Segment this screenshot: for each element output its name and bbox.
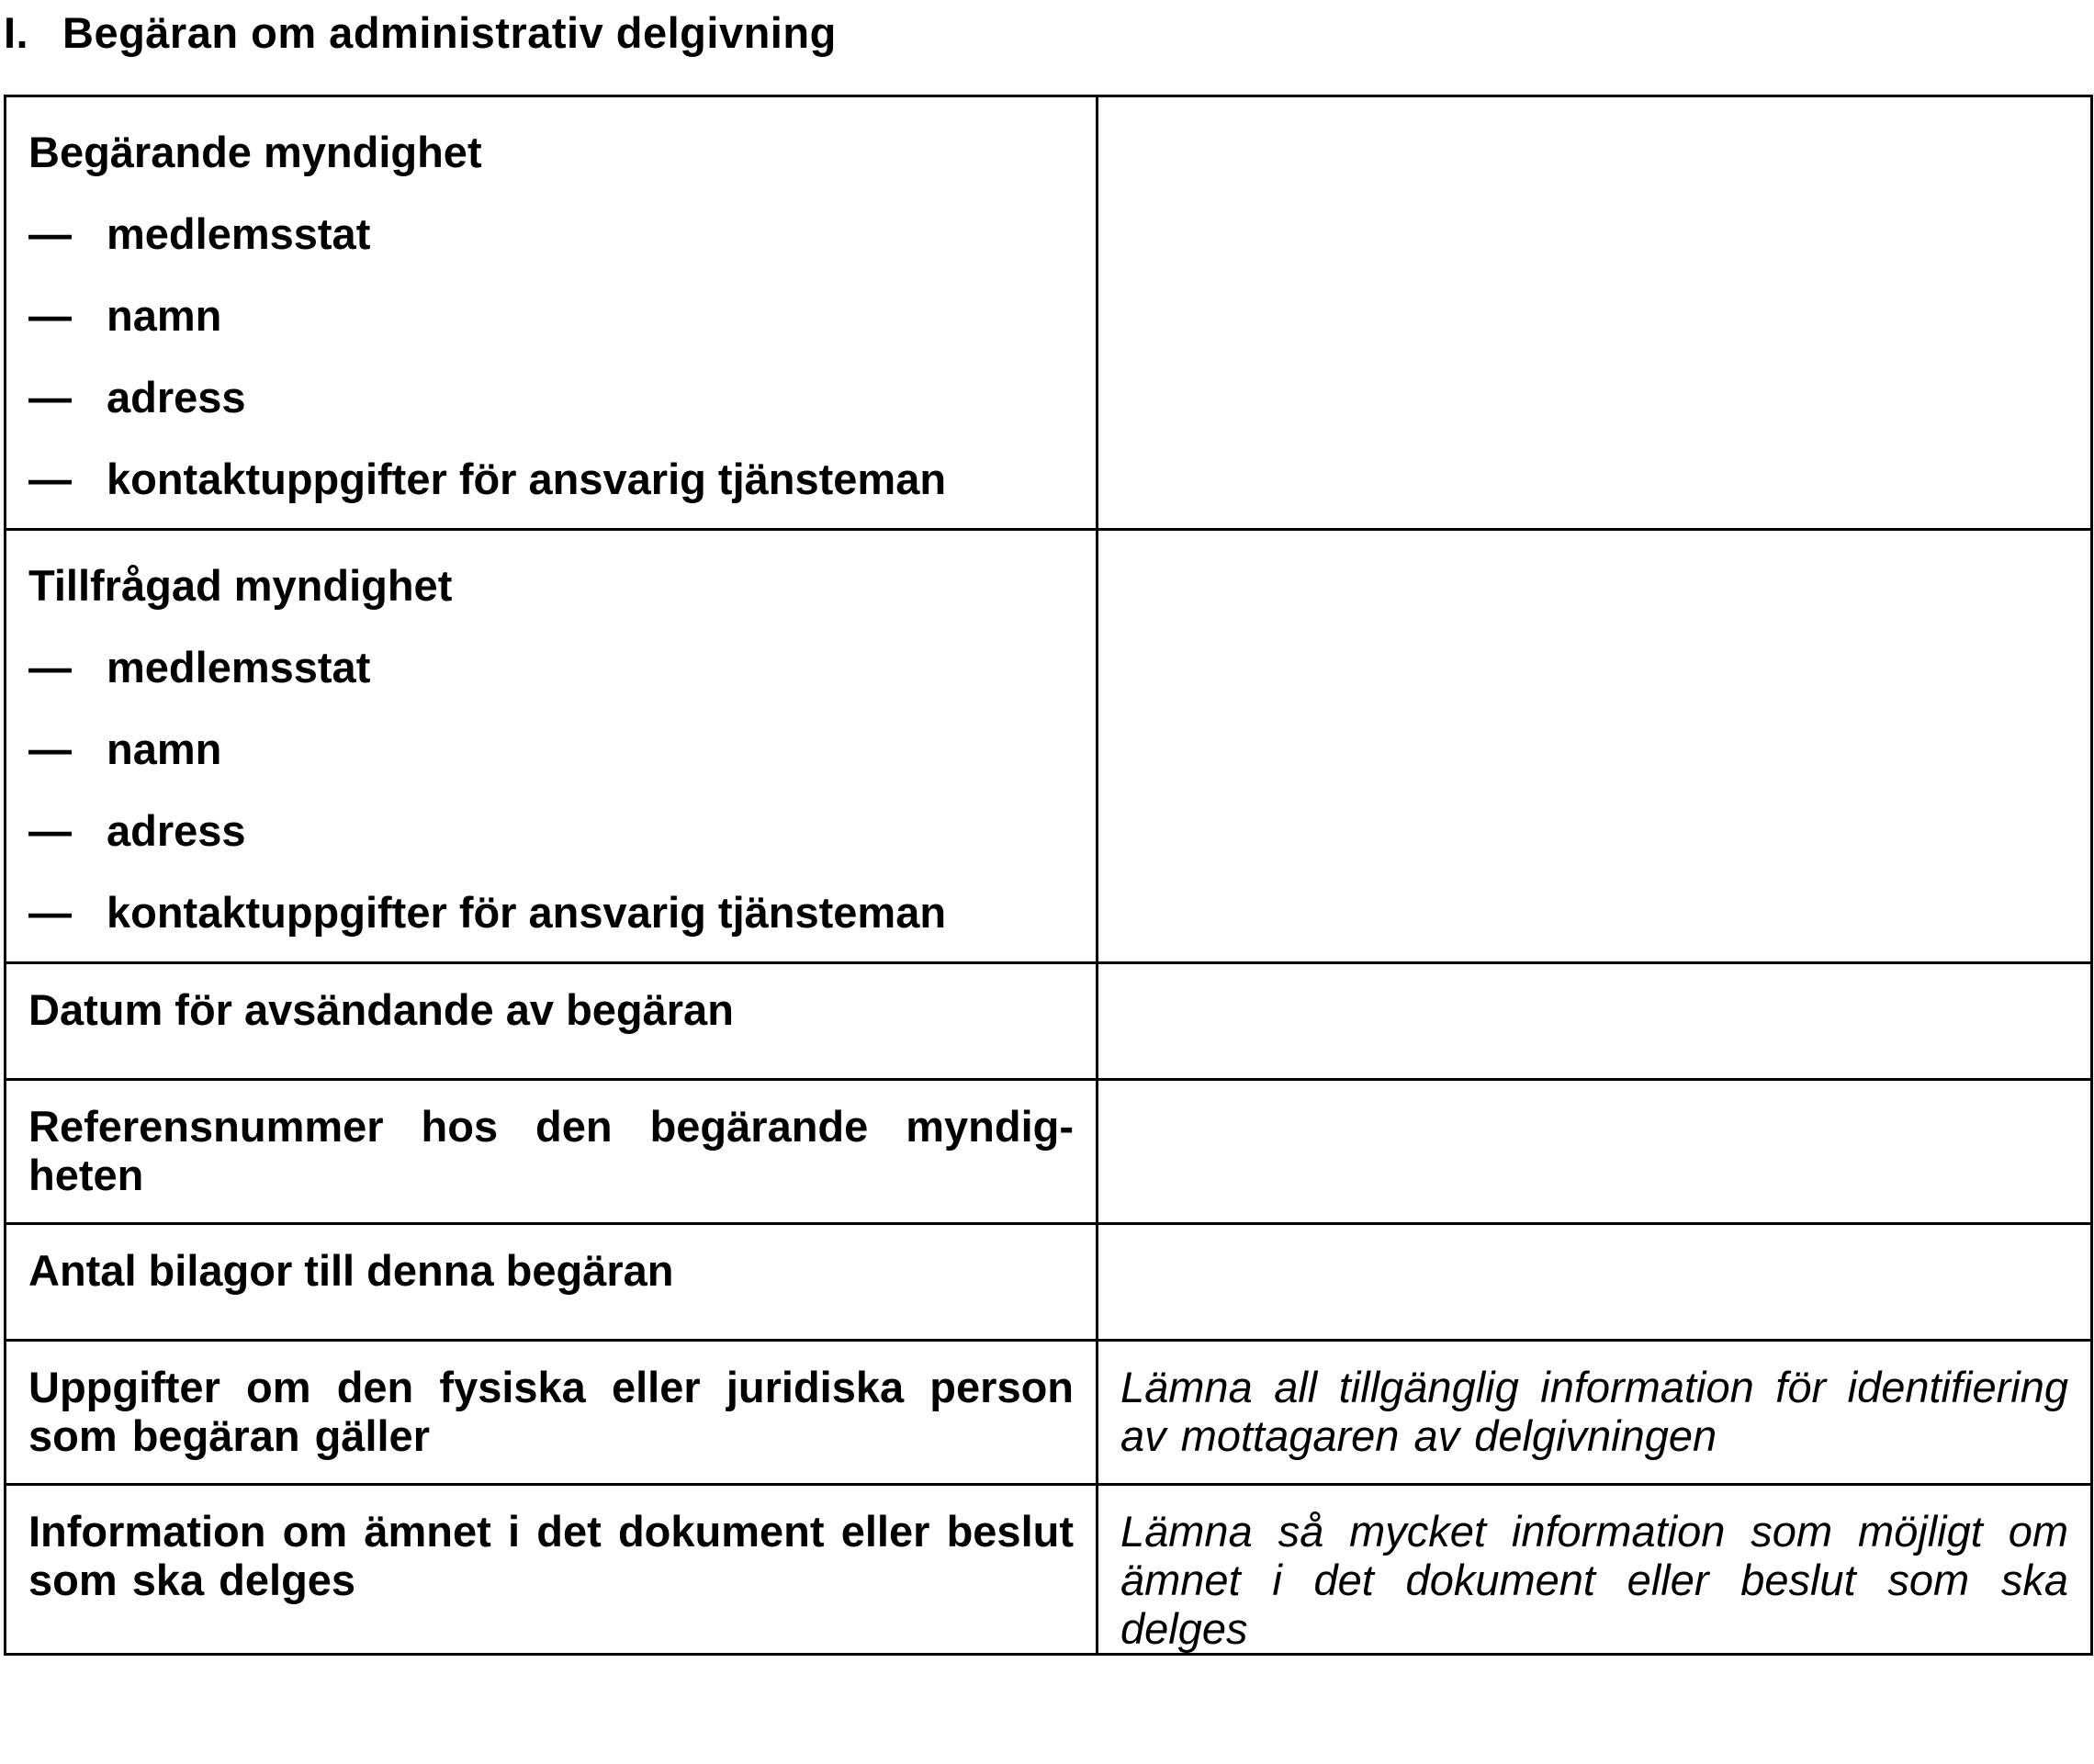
document-subject-instruction: Lämna så mycket information som möjligt om ämnet i det dokument eller beslut som ska delges (1120, 1507, 2068, 1653)
list-item-text: medlemsstat (107, 209, 371, 258)
list-item-text: namn (107, 725, 222, 773)
dash: — (28, 806, 72, 855)
list-item-text: kontaktuppgifter för ansvarig tjänsteman (107, 888, 947, 937)
document-subject-label: Information om ämnet i det dokument eller beslut som ska delges (28, 1507, 1074, 1604)
list-item (28, 193, 1074, 275)
reference-number-value[interactable] (1098, 1080, 2092, 1224)
table-row (6, 530, 2092, 963)
list-item-text: namn (107, 291, 222, 340)
requested-authority-value[interactable] (1098, 530, 2092, 963)
request-form-table (4, 95, 2093, 1656)
table-row (6, 963, 2092, 1080)
reference-number-cell (6, 1080, 1098, 1224)
table-row (6, 1080, 2092, 1224)
list-item-text: adress (107, 373, 246, 421)
section-number: I. (4, 8, 29, 57)
list-item-text: medlemsstat (107, 643, 371, 691)
list-item-text: kontaktuppgifter för ansvarig tjänsteman (107, 455, 947, 503)
list-item (28, 438, 1074, 520)
dash: — (28, 643, 72, 691)
dash: — (28, 291, 72, 340)
list-item (28, 275, 1074, 356)
dash: — (28, 373, 72, 421)
requested-authority-label: Tillfrågad myndighet (28, 561, 453, 610)
attachments-count-label: Antal bilagor till denna begäran (6, 1224, 1098, 1341)
dash: — (28, 725, 72, 773)
attachments-count-value[interactable] (1098, 1224, 2092, 1341)
list-item (28, 871, 1074, 953)
section-heading (4, 7, 837, 58)
list-item (28, 708, 1074, 790)
table-row (6, 1341, 2092, 1485)
list-item (28, 356, 1074, 438)
table-row (6, 96, 2092, 530)
section-title: Begäran om administrativ delgivning (62, 8, 837, 57)
table-row (6, 1224, 2092, 1341)
dash: — (28, 455, 72, 503)
requesting-authority-cell (6, 96, 1098, 530)
list-item (28, 790, 1074, 871)
requesting-authority-value[interactable] (1098, 96, 2092, 530)
person-details-cell-value[interactable] (1098, 1341, 2092, 1485)
requesting-authority-label: Begärande myndighet (28, 128, 482, 176)
person-details-label: Uppgifter om den fysiska eller juridiska person som begäran gäller (28, 1363, 1074, 1460)
table-row (6, 1485, 2092, 1655)
send-date-value[interactable] (1098, 963, 2092, 1080)
person-details-instruction: Lämna all tillgänglig information för identifiering av mottagaren av delgivningen (1120, 1363, 2068, 1460)
list-item (28, 626, 1074, 708)
document-subject-cell (6, 1485, 1098, 1655)
dash: — (28, 888, 72, 937)
dash: — (28, 209, 72, 258)
document-subject-cell-value[interactable] (1098, 1485, 2092, 1655)
list-item-text: adress (107, 806, 246, 855)
person-details-cell (6, 1341, 1098, 1485)
requested-authority-cell (6, 530, 1098, 963)
send-date-label: Datum för avsändande av begäran (6, 963, 1098, 1080)
reference-number-label: Referensnummer hos den begärande myndigheten (28, 1102, 1074, 1199)
